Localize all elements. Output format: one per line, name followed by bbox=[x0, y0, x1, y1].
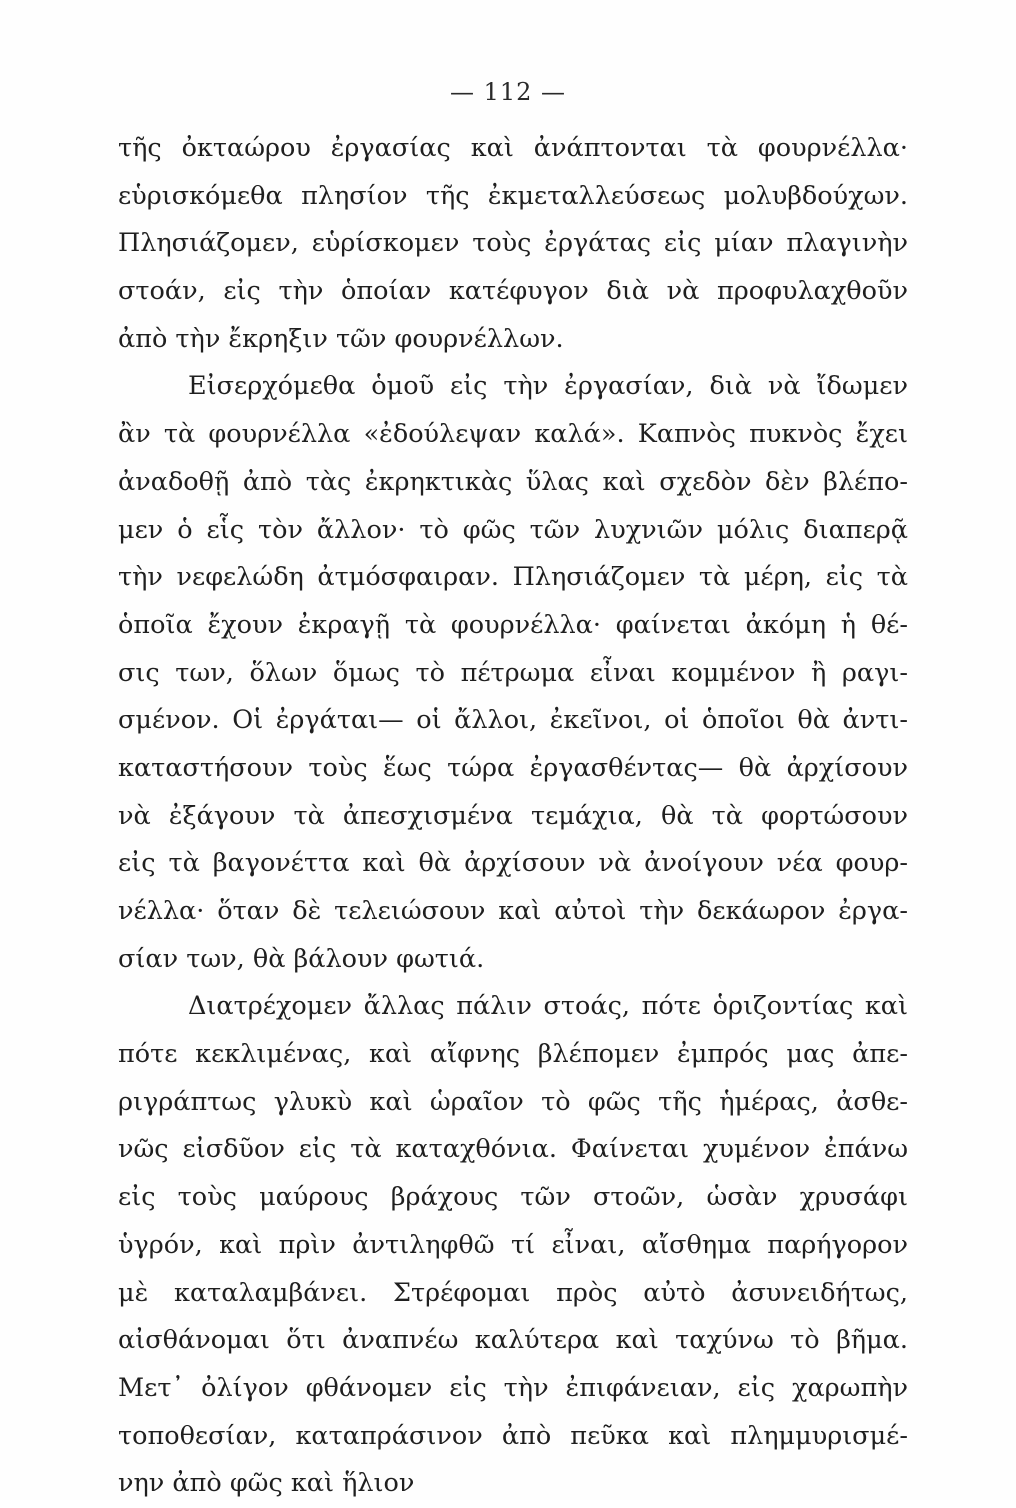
text-line: μὲ καταλαμβάνει. Στρέφομαι πρὸς αὐτὸ ἀσυνειδήτως, bbox=[118, 1277, 908, 1308]
text-line: σμένον. Οἱ ἐργάται— οἱ ἄλλοι, ἐκεῖνοι, οἱ ὁποῖοι θὰ ἀντι- bbox=[118, 705, 908, 736]
text-line: Εἰσερχόμεθα ὁμοῦ εἰς τὴν ἐργασίαν, διὰ νὰ ἴδωμεν bbox=[188, 371, 908, 402]
text-line: αἰσθάνομαι ὅτι ἀναπνέω καλύτερα καὶ ταχύνω τὸ βῆμα. bbox=[118, 1325, 908, 1356]
text-line: εἰς τοὺς μαύρους βράχους τῶν στοῶν, ὡσὰν χρυσάφι bbox=[118, 1182, 908, 1213]
text-line: στοάν, εἰς τὴν ὁποίαν κατέφυγον διὰ νὰ προφυλαχθοῦν bbox=[118, 276, 908, 307]
text-line: ἀναδοθῇ ἀπὸ τὰς ἐκρηκτικὰς ὕλας καὶ σχεδὸν δὲν βλέπο- bbox=[118, 466, 908, 497]
text-line: σις των, ὅλων ὅμως τὸ πέτρωμα εἶναι κομμένον ἢ ραγι- bbox=[118, 657, 908, 688]
text-line: ὑγρόν, καὶ πρὶν ἀντιληφθῶ τί εἶναι, αἴσθημα παρήγορον bbox=[118, 1229, 908, 1260]
body-text bbox=[118, 125, 908, 1508]
text-line: ἀπὸ τὴν ἔκρηξιν τῶν φουρνέλλων. bbox=[118, 323, 564, 354]
text-line: νὰ ἐξάγουν τὰ ἀπεσχισμένα τεμάχια, θὰ τὰ φορτώσουν bbox=[118, 800, 908, 831]
text-line: νέλλα· ὅταν δὲ τελειώσουν καὶ αὐτοὶ τὴν δεκάωρον ἐργα- bbox=[118, 896, 908, 926]
text-line: τὴν νεφελώδη ἀτμόσφαιραν. Πλησιάζομεν τὰ μέρη, εἰς τὰ bbox=[118, 562, 908, 593]
text-line: τοποθεσίαν, καταπράσινον ἀπὸ πεῦκα καὶ πλημμυρισμέ- bbox=[118, 1420, 908, 1451]
text-line: νην ἀπὸ φῶς καὶ ἥλιον bbox=[118, 1468, 415, 1499]
text-line: πότε κεκλιμένας, καὶ αἴφνης βλέπομεν ἐμπρός μας ἀπε- bbox=[118, 1039, 908, 1070]
text-line: Μετ᾽ ὀλίγον φθάνομεν εἰς τὴν ἐπιφάνειαν, εἰς χαρωπὴν bbox=[118, 1372, 908, 1403]
text-line: εἰς τὰ βαγονέττα καὶ θὰ ἀρχίσουν νὰ ἀνοίγουν νέα φουρ- bbox=[118, 848, 908, 879]
text-line: Πλησιάζομεν, εὑρίσκομεν τοὺς ἐργάτας εἰς μίαν πλαγινὴν bbox=[118, 228, 908, 259]
text-line: ὁποῖα ἔχουν ἐκραγῇ τὰ φουρνέλλα· φαίνεται ἀκόμη ἡ θέ- bbox=[118, 609, 908, 640]
page-number: — 112 — bbox=[449, 78, 567, 106]
text-line: εὑρισκόμεθα πλησίον τῆς ἐκμεταλλεύσεως μολυβδούχων. bbox=[118, 180, 908, 211]
text-line: μεν ὁ εἷς τὸν ἄλλον· τὸ φῶς τῶν λυχνιῶν μόλις διαπερᾷ bbox=[118, 514, 908, 545]
text-line: νῶς εἰσδῦον εἰς τὰ καταχθόνια. Φαίνεται χυμένον ἐπάνω bbox=[118, 1134, 908, 1165]
text-line: Διατρέχομεν ἄλλας πάλιν στοάς, πότε ὁριζοντίας καὶ bbox=[188, 991, 908, 1022]
text-line: καταστήσουν τοὺς ἕως τώρα ἐργασθέντας— θὰ ἀρχίσουν bbox=[118, 752, 908, 783]
text-line: σίαν των, θὰ βάλουν φωτιά. bbox=[118, 943, 485, 974]
text-line: τῆς ὀκταώρου ἐργασίας καὶ ἀνάπτονται τὰ φουρνέλλα· bbox=[118, 133, 908, 163]
text-line: ριγράπτως γλυκὺ καὶ ὡραῖον τὸ φῶς τῆς ἡμέρας, ἀσθε- bbox=[118, 1086, 908, 1117]
text-line: ἂν τὰ φουρνέλλα «ἐδούλεψαν καλά». Καπνὸς πυκνὸς ἔχει bbox=[118, 419, 908, 450]
